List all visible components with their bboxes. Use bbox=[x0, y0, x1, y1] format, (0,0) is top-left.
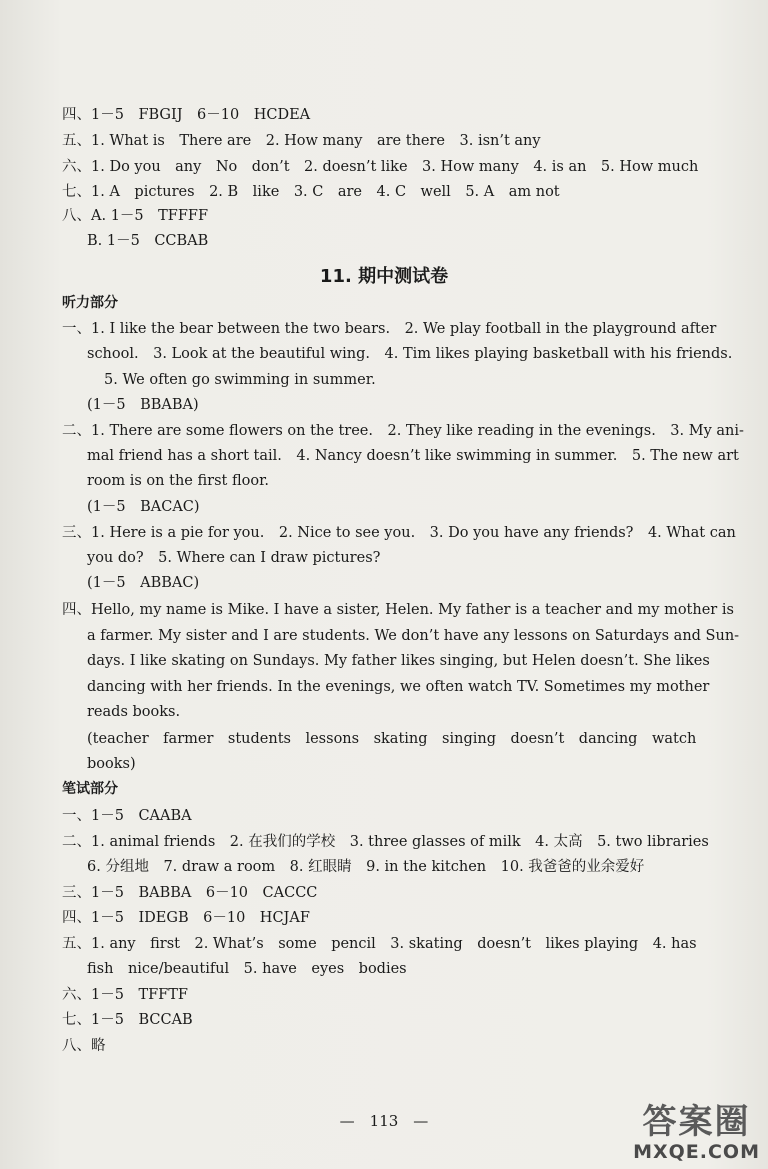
answer-line: books) bbox=[87, 756, 136, 772]
answer-line: days. I like skating on Sundays. My father likes singing, but Helen doesn’t. She likes bbox=[87, 653, 710, 669]
answer-line: 三、1. Here is a pie for you. 2. Nice to see you. 3. Do you have any friends? 4. What can bbox=[62, 525, 736, 541]
answer-line: 七、1－5 BCCAB bbox=[62, 1012, 193, 1028]
answer-line: 五、1. What is There are 2. How many are there 3. isn’t any bbox=[62, 133, 541, 149]
answer-line: room is on the first floor. bbox=[87, 473, 270, 489]
answer-line: 5. We often go swimming in summer. bbox=[104, 372, 376, 388]
section-title: 11. 期中测试卷 bbox=[319, 266, 449, 287]
answer-line: 七、1. A pictures 2. B like 3. C are 4. C well 5. A am not bbox=[62, 184, 560, 200]
answer-line: 四、1－5 IDEGB 6－10 HCJAF bbox=[62, 910, 310, 926]
answer-line: 一、1－5 CAABA bbox=[62, 808, 192, 824]
watermark-logo bbox=[633, 1103, 760, 1163]
answer-line: a farmer. My sister and I are students. We don’t have any lessons on Saturdays and Sun- bbox=[87, 628, 740, 644]
answer-line: (1－5 ABBAC) bbox=[87, 575, 200, 591]
answer-line: 四、Hello, my name is Mike. I have a sister, Helen. My father is a teacher and my mother is bbox=[62, 602, 734, 618]
answer-line: (1－5 BACAC) bbox=[87, 499, 200, 515]
answer-line: 四、1－5 FBGIJ 6－10 HCDEA bbox=[62, 107, 311, 123]
answer-line: (teacher farmer students lessons skating singing doesn’t dancing watch bbox=[87, 731, 697, 747]
answer-line: 三、1－5 BABBA 6－10 CACCC bbox=[62, 885, 318, 901]
watermark-title: 答案圈 bbox=[642, 1102, 751, 1142]
answer-line: 6. 分组地 7. draw a room 8. 红眼睛 9. in the kitchen 10. 我爸爸的业余爱好 bbox=[87, 859, 645, 875]
answer-line: B. 1－5 CCBAB bbox=[87, 233, 209, 249]
answer-line: 六、1－5 TFFTF bbox=[62, 987, 188, 1003]
page-number: — 113 — bbox=[339, 1112, 429, 1130]
answer-line: fish nice/beautiful 5. have eyes bodies bbox=[87, 961, 407, 977]
listening-heading: 听力部分 bbox=[62, 295, 118, 311]
answer-line: school. 3. Look at the beautiful wing. 4. Tim likes playing basketball with his friends. bbox=[87, 346, 733, 362]
answer-line: you do? 5. Where can I draw pictures? bbox=[87, 550, 381, 566]
answer-line: mal friend has a short tail. 4. Nancy doesn’t like swimming in summer. 5. The new art bbox=[87, 448, 739, 464]
answer-line: (1－5 BBABA) bbox=[87, 397, 199, 413]
answer-line: 二、1. There are some flowers on the tree. 2. They like reading in the evenings. 3. My ani- bbox=[62, 423, 744, 439]
answer-line: 五、1. any first 2. What’s some pencil 3. skating doesn’t likes playing 4. has bbox=[62, 936, 697, 952]
answer-line: reads books. bbox=[87, 704, 181, 720]
answer-line: 六、1. Do you any No don’t 2. doesn’t like 3. How many 4. is an 5. How much bbox=[62, 159, 699, 175]
answer-line: 八、A. 1－5 TFFFF bbox=[62, 208, 209, 224]
answer-line: 一、1. I like the bear between the two bears. 2. We play football in the playground after bbox=[62, 321, 717, 337]
watermark-url: MXQE.COM bbox=[633, 1141, 760, 1163]
answer-line: 二、1. animal friends 2. 在我们的学校 3. three glasses of milk 4. 太高 5. two libraries bbox=[62, 834, 709, 850]
answer-line: dancing with her friends. In the evenings, we often watch TV. Sometimes my mother bbox=[87, 679, 710, 695]
answer-line: 八、略 bbox=[62, 1038, 106, 1054]
written-heading: 笔试部分 bbox=[62, 781, 118, 797]
